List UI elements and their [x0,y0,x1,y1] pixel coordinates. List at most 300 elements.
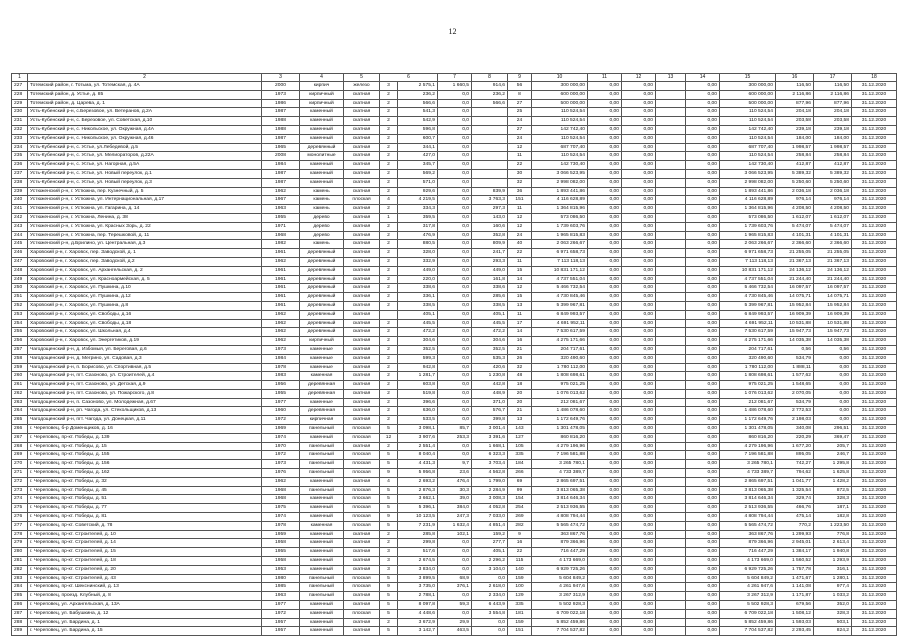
table-cell: 566,6 [472,99,508,108]
table-cell: 5 604 849,2 [720,574,776,583]
table-row [12,240,897,249]
table-cell: 5 250,60 [776,178,814,187]
table-cell [656,187,686,196]
table-cell: 405,1 [398,310,438,319]
table-cell: 1958 [262,539,300,548]
table-cell: каменный [300,548,344,557]
table-cell: 0,00 [686,486,720,495]
table-cell: 0,00 [622,249,656,258]
table-cell: 3 [380,565,398,574]
table-cell: 0,00 [588,99,622,108]
table-cell: 1955 [262,548,300,557]
table-cell: 4 116 628,89 [532,196,588,205]
data-table [11,73,897,636]
table-cell: скатная [344,557,380,566]
table-cell: 1969 [262,425,300,434]
table-cell: г. Череповец, ул. Бардина, д. 1 [28,618,262,627]
table-cell: 2 513 936,55 [720,504,776,513]
table-cell: 31.12.2020 [852,196,897,205]
table-cell: 500 000,00 [532,99,588,108]
table-cell: 2 998 082,00 [532,178,588,187]
table-cell: 0,00 [686,99,720,108]
table-cell: деревянный [300,328,344,337]
table-row [12,363,897,372]
header-cell: 15 [720,74,776,82]
table-cell: 11 [508,152,532,161]
table-cell: 4 851,4 [472,521,508,530]
table-cell: 2 865 697,51 [720,477,776,486]
table-cell: 232 [12,125,28,134]
table-cell: 204 717,61 [532,345,588,354]
table-cell: 340,08 [776,425,814,434]
table-cell: 154 [508,495,532,504]
table-cell: 0,00 [622,433,656,442]
table-cell: 0,00 [622,222,656,231]
table-cell [656,363,686,372]
table-cell: г. Череповец, ул. Бардина, д. 15 [28,627,262,636]
table-cell: 3 142,7 [398,627,438,636]
table-cell: скатная [344,565,380,574]
table-cell: 600,7 [398,134,438,143]
table-cell: 0,00 [686,627,720,636]
table-cell: 184 [508,460,532,469]
table-cell: 1 486 078,60 [720,407,776,416]
table-cell: 4 275 171,66 [532,337,588,346]
table-cell: 0,00 [622,337,656,346]
table-cell: 13 [508,301,532,310]
table-cell: 0,0 [438,328,472,337]
table-cell: 0,00 [622,618,656,627]
table-cell: 0,00 [622,557,656,566]
table-cell: 2 [380,143,398,152]
table-cell: 3 662,1 [398,495,438,504]
table-cell: 7 196 581,88 [720,451,776,460]
table-cell: 0,00 [686,495,720,504]
table-cell: 100 [508,583,532,592]
table-cell: 11 [508,257,532,266]
table-cell: 110 524,54 [532,117,588,126]
table-cell: 31.12.2020 [852,301,897,310]
table-cell: 0,0 [438,609,472,618]
table-cell: 352,0 [814,601,852,610]
table-cell: 5 852 459,86 [532,618,588,627]
table-cell: скатная [344,266,380,275]
table-cell: 31.12.2020 [852,601,897,610]
table-cell: 2008 [262,152,300,161]
table-cell: 2 284,9 [472,486,508,495]
table-cell: Тотемский район, д. Царева, д. 1 [28,99,262,108]
table-cell: скатная [344,99,380,108]
table-cell [656,372,686,381]
housing-table [11,73,894,636]
table-cell: 0,0 [438,161,472,170]
table-cell: 2 [380,381,398,390]
table-cell: 31.12.2020 [852,275,897,284]
table-cell: 573 086,50 [720,213,776,222]
table-cell: 1 325,54 [776,486,814,495]
table-cell: 1977 [262,398,300,407]
table-cell: 204,18 [814,108,852,117]
table-cell: 0,00 [622,530,656,539]
table-cell: 2 [380,99,398,108]
table-cell: 0,00 [686,548,720,557]
table-cell [472,161,508,170]
table-cell: Усть-Кубенский р-н, с. Березовое, ул. Советская, д.10 [28,117,262,126]
table-cell: 4 691 952,11 [720,319,776,328]
table-cell: 231 [12,117,28,126]
table-cell: 5 [380,627,398,636]
table-cell: скатная [344,222,380,231]
table-cell: 0,0 [438,108,472,117]
table-cell: панельный [300,442,344,451]
table-cell: 2 070,05 [776,389,814,398]
table-cell: 4 261 947,6 [532,583,588,592]
table-cell: 0,00 [588,310,622,319]
table-cell: 5 [380,504,398,513]
table-cell: 31.12.2020 [852,205,897,214]
table-cell: 7 033,0 [472,513,508,522]
table-cell: 475,14 [776,513,814,522]
table-cell: скатная [344,416,380,425]
table-cell: 4 173 669,0 [532,557,588,566]
table-cell: 0,00 [686,205,720,214]
table-cell: 1965 [262,143,300,152]
table-cell: 1 384,17 [776,548,814,557]
table-cell: 1978 [262,363,300,372]
table-cell [656,407,686,416]
table-cell: 31.12.2020 [852,108,897,117]
table-cell: 0,00 [686,301,720,310]
table-cell: 0,00 [622,495,656,504]
table-cell: 127 [508,433,532,442]
table-cell [656,354,686,363]
table-cell: 12 [508,143,532,152]
table-cell: 129 [508,592,532,601]
table-cell: 0,00 [588,627,622,636]
table-cell: 15 947,73 [814,328,852,337]
table-cell: 1 660,5 [438,82,472,91]
table-cell: скатная [344,601,380,610]
table-cell: 105 [508,442,532,451]
table-cell: 1970 [262,442,300,451]
table-cell: 1 223,50 [814,521,852,530]
table-cell: 0,00 [686,460,720,469]
table-cell: 0,00 [686,275,720,284]
table-cell: скатная [344,301,380,310]
table-cell: 258 [12,354,28,363]
table-cell: 3 899,5 [398,574,438,583]
table-cell: 6 323,3 [472,451,508,460]
table-cell: 2 036,18 [814,187,852,196]
table-cell: Тотемский район, д. Устье, д. 85 [28,90,262,99]
table-cell: 68,9 [438,574,472,583]
table-cell: 0,0 [438,284,472,293]
table-cell: 2 [380,161,398,170]
table-cell [656,213,686,222]
table-cell: 1 295,8 [814,460,852,469]
table-cell: 0,0 [438,398,472,407]
table-cell: скатная [344,257,380,266]
table-cell: 236 [12,161,28,170]
table-cell: 5 [380,592,398,601]
table-row [12,486,897,495]
table-cell: 1 780 112,00 [720,363,776,372]
table-cell: 0,00 [622,565,656,574]
table-cell: 204 717,61 [720,345,776,354]
table-cell: 21 244,40 [814,275,852,284]
table-cell: 0,00 [686,381,720,390]
table-cell: 110 524,54 [720,108,776,117]
table-cell: г. Череповец, ул. Архангельская, д. 13А [28,601,262,610]
table-cell: 2 [380,257,398,266]
table-cell: 15 952,84 [814,301,852,310]
table-cell: 1968 [262,495,300,504]
table-row [12,178,897,187]
table-cell: 0,0 [472,618,508,627]
table-cell: 0,0 [438,205,472,214]
table-cell: 14 035,38 [814,337,852,346]
table-cell: 300 000,00 [720,82,776,91]
table-cell: 252 [12,301,28,310]
table-row [12,257,897,266]
table-cell: 6 849 993,57 [720,310,776,319]
table-cell: 542,9 [398,117,438,126]
table-cell: Чагодощенский р-н, рп. Чагода, ул. Стекольщиков, д.13 [28,407,262,416]
table-cell: 0,00 [622,389,656,398]
table-cell: 229 [12,99,28,108]
table-cell: 0,00 [588,82,622,91]
table-cell: 0,0 [472,574,508,583]
table-cell: 1973 [262,345,300,354]
table-cell: 234 [12,143,28,152]
table-cell: 21 255,05 [776,249,814,258]
table-cell: 363 867,76 [720,530,776,539]
table-cell: 0,00 [588,398,622,407]
table-cell: 1 940,8 [814,548,852,557]
table-cell: 5 396,1 [398,504,438,513]
table-cell: 1 171,87 [776,592,814,601]
table-cell: 0,00 [622,310,656,319]
table-cell: плоская [344,495,380,504]
table-cell: 31.12.2020 [852,486,897,495]
table-cell: 0,00 [686,354,720,363]
header-cell: 13 [656,74,686,82]
table-cell: 1976 [262,469,300,478]
header-row [12,74,897,82]
table-cell: 1 428,2 [814,477,852,486]
table-cell: 3 735,0 [398,583,438,592]
table-cell: 239,18 [814,125,852,134]
table-cell: 24 [508,231,532,240]
table-row [12,381,897,390]
table-cell: 14 075,71 [814,293,852,302]
table-row [12,627,897,636]
table-cell: 4 808 794,44 [720,513,776,522]
table-cell: 31.12.2020 [852,372,897,381]
table-cell: 7 704 537,82 [720,627,776,636]
table-cell: 363 867,76 [532,530,588,539]
table-cell: 0,0 [472,627,508,636]
table-cell [656,609,686,618]
table-cell: 2000 [262,82,300,91]
table-cell [656,222,686,231]
table-cell: 1986 [262,99,300,108]
table-cell: 1 041,77 [776,477,814,486]
table-cell: 246 [12,249,28,258]
header-cell: 9 [508,74,532,82]
page-number: 12 [448,27,457,36]
table-cell: каменные [300,398,344,407]
table-cell: 535,3 [472,354,508,363]
table-cell: 0,0 [438,337,472,346]
table-cell: 4 101,31 [776,231,814,240]
table-cell [656,521,686,530]
table-cell: 895,05 [776,451,814,460]
table-cell: 31.12.2020 [852,583,897,592]
table-cell: 1 172 649,76 [720,416,776,425]
table-cell [656,513,686,522]
table-cell: 0,00 [686,618,720,627]
table-cell: 4 208,50 [776,205,814,214]
table-cell: 1 281,7 [398,372,438,381]
table-cell: 1 612,07 [776,213,814,222]
table-cell: 1962 [262,187,300,196]
table-cell: 2 [380,530,398,539]
table-cell: 300 000,00 [532,82,588,91]
table-cell: Чагодощенский р-н, пгт. Сазоново, ул. Пожарского, д.8 [28,389,262,398]
table-cell: 187,1 [814,504,852,513]
table-cell: 31.12.2020 [852,548,897,557]
table-cell: 4 733 389,7 [532,469,588,478]
table-cell: скатная [344,213,380,222]
table-cell [656,90,686,99]
table-cell: 2 [380,372,398,381]
table-cell: 31.12.2020 [852,117,897,126]
table-cell: 31.12.2020 [852,381,897,390]
table-cell: 278 [12,530,28,539]
table-cell: 237 [12,169,28,178]
table-cell: каменный [300,495,344,504]
table-cell: 3 104,0 [472,565,508,574]
table-cell: Усть-Кубенский р-н, с. Устье, ул. Новый переулок, д.3 [28,178,262,187]
table-cell: 320 490,60 [532,354,588,363]
table-cell [656,451,686,460]
table-cell: 0,0 [438,354,472,363]
table-cell: 4 052,8 [472,504,508,513]
table-cell [656,442,686,451]
table-cell: 2 296,2 [472,557,508,566]
table-cell: плоская [344,425,380,434]
table-row [12,513,897,522]
table-cell: 3 066 523,95 [532,169,588,178]
table-cell: скатная [344,231,380,240]
table-cell: 4 279 196,96 [532,442,588,451]
table-cell: 0,00 [588,222,622,231]
table-cell [656,196,686,205]
table-cell: 2 998 082,00 [720,178,776,187]
table-cell: 371,0 [472,398,508,407]
table-cell: 0,00 [686,178,720,187]
table-cell: 31.12.2020 [852,539,897,548]
table-cell: 1963 [262,592,300,601]
table-cell: 1961 [262,284,300,293]
table-cell: 338,5 [398,301,438,310]
table-cell: 0,00 [588,205,622,214]
table-cell: 0,00 [622,205,656,214]
table-cell: 21 367,13 [814,257,852,266]
table-cell: 1978 [262,521,300,530]
table-cell: Чагодощенский р-н, п. Борисово, ул. Спортивная, д.5 [28,363,262,372]
table-cell: каменные [300,354,344,363]
table-cell: 0,00 [686,469,720,478]
table-row [12,557,897,566]
table-cell: 2 [380,407,398,416]
table-cell: 0,00 [588,161,622,170]
table-cell: 0,00 [588,565,622,574]
table-cell: 687 707,40 [532,143,588,152]
table-cell: 239 [12,187,28,196]
table-cell: деревянный [300,301,344,310]
table-cell: деревянный [300,266,344,275]
table-cell: г. Череповец, пр-кт. Победы, д. 77 [28,504,262,513]
table-cell: 2 876,3 [398,486,438,495]
table-row [12,407,897,416]
table-cell [656,530,686,539]
table-cell: 282 [508,521,532,530]
table-cell: 0,00 [622,574,656,583]
table-cell: Устюженский р-н, г. Устюжна, пер. Терешковой, д. 11 [28,231,262,240]
table-row [12,609,897,618]
table-cell: 39,0 [438,495,472,504]
table-cell: 5 474,07 [776,222,814,231]
table-cell: кирпичный [300,337,344,346]
table-cell: 283 [12,574,28,583]
table-cell [656,125,686,134]
table-cell: скатная [344,337,380,346]
table-cell: 2 [380,90,398,99]
table-cell: 249 [12,275,28,284]
table-cell [380,310,398,319]
table-cell: каменный [300,134,344,143]
table-cell: 3 267 312,9 [720,592,776,601]
table-cell: 31.12.2020 [852,99,897,108]
table-cell: 1957 [262,627,300,636]
table-cell: 687 707,40 [720,143,776,152]
table-cell: кирпичный [300,90,344,99]
table-cell: 466,76 [776,504,814,513]
table-cell: 0,00 [622,301,656,310]
table-cell: 877,96 [776,99,814,108]
table-cell: 0,0 [438,249,472,258]
table-cell: 3 814 646,34 [720,495,776,504]
table-cell: Устюженский р-н, д.Брилино, ул. Центральная, д.3 [28,240,262,249]
table-cell: 110 524,54 [532,134,588,143]
table-cell: 31.12.2020 [852,354,897,363]
table-cell: 31.12.2020 [852,574,897,583]
table-cell: 809,9 [472,240,508,249]
table-cell: 102,1 [438,530,472,539]
table-cell: 603,8 [398,381,438,390]
table-cell: 2 [380,178,398,187]
table-row [12,583,897,592]
table-cell: 942,8 [398,363,438,372]
table-cell: 0,00 [588,548,622,557]
table-cell: 2 366,60 [814,240,852,249]
table-cell: 566,6 [398,99,438,108]
table-cell: 5 [380,521,398,530]
table-cell: г. Череповец, пр-кт. Строителей, д. 14 [28,539,262,548]
table-cell: 31.12.2020 [852,187,897,196]
